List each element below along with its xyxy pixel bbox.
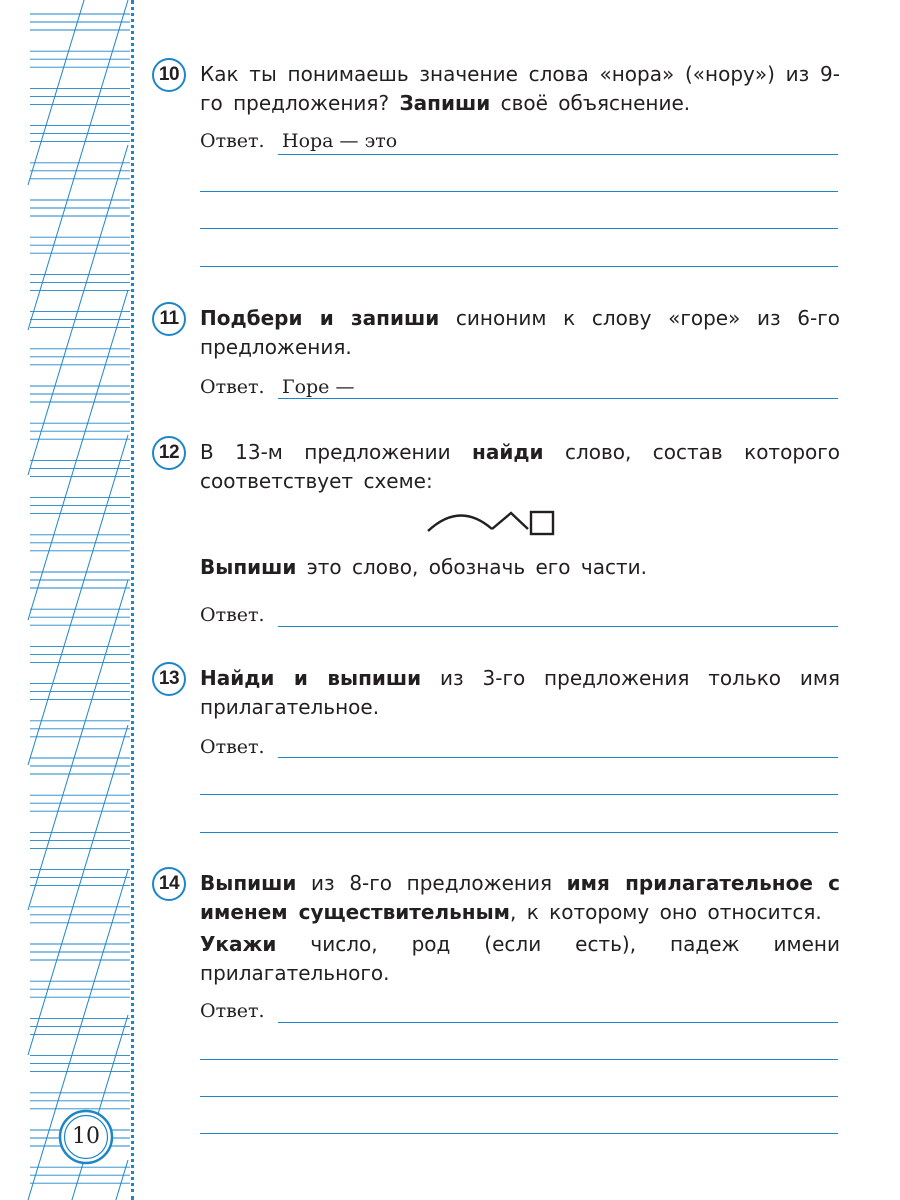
answer-line[interactable] [278, 154, 838, 155]
task-number-badge: 11 [152, 302, 186, 336]
text-run: своё объяснение. [490, 91, 691, 115]
task-11 [152, 302, 842, 402]
bold-keyword: Подбери и запиши [200, 306, 440, 330]
task-question [200, 304, 840, 362]
text-run: слово, состав которого соответствует схеме: [200, 440, 840, 493]
bold-keyword: найди [472, 440, 544, 464]
text-run: из 8-го предложения [296, 871, 567, 895]
answer-label: Ответ. [200, 130, 265, 152]
answer-label: Ответ. [200, 376, 265, 398]
slant-line [28, 145, 128, 475]
text-run: это слово, обозначь его части. [296, 555, 647, 579]
slant-line [28, 435, 128, 765]
answer-prefill: Нора — это [282, 130, 398, 152]
margin-ruling [0, 0, 132, 1200]
slant-line [28, 580, 128, 910]
bold-keyword: имя прилагательное с именем существительным [200, 871, 840, 924]
slant-line [28, 1015, 128, 1200]
slant-line [28, 0, 128, 330]
answer-line[interactable] [200, 266, 838, 267]
answer-line[interactable] [200, 1096, 838, 1097]
answer-line[interactable] [200, 1133, 838, 1134]
page-number [58, 1109, 114, 1165]
task-question [200, 60, 840, 118]
task-13 [152, 662, 842, 842]
answer-prefill: Горе — [282, 376, 355, 398]
answer-line[interactable] [278, 398, 838, 399]
answer-label: Ответ. [200, 736, 265, 758]
text-run: из 3-го предложения только имя прилагательное. [200, 666, 840, 719]
slant-line [28, 0, 128, 185]
text-run: В 13-м предложении [200, 440, 473, 464]
answer-label: Ответ. [200, 1000, 265, 1022]
text-run: число, род (если есть), падеж имени прилагательного. [200, 932, 840, 985]
answer-line[interactable] [200, 832, 838, 833]
task-question [200, 664, 840, 722]
bold-keyword: Выпиши [200, 555, 297, 579]
ending-square-icon [531, 512, 553, 534]
answer-line[interactable] [200, 794, 838, 795]
morpheme-scheme [425, 505, 560, 543]
suffix-caret-icon [492, 513, 528, 529]
task-14 [152, 867, 842, 1142]
task-question [200, 869, 840, 927]
task-number-badge: 13 [152, 662, 186, 696]
answer-line[interactable] [278, 1022, 838, 1023]
root-arc-icon [428, 515, 492, 531]
text-run: , к которому оно относится. [510, 900, 822, 924]
task-question [200, 438, 840, 496]
task-number-badge: 12 [152, 436, 186, 470]
task-10 [152, 58, 842, 273]
answer-label: Ответ. [200, 604, 265, 626]
task-instruction [200, 930, 840, 988]
answer-line[interactable] [278, 757, 838, 758]
answer-line[interactable] [200, 228, 838, 229]
answer-line[interactable] [200, 191, 838, 192]
task-number-badge: 10 [152, 58, 186, 92]
bold-keyword: Найди и выпиши [200, 666, 422, 690]
slant-line [28, 290, 128, 620]
text-run: синоним к слову «горе» из 6-го предложения. [200, 306, 840, 359]
answer-line[interactable] [278, 626, 838, 627]
bold-keyword: Укажи [200, 932, 277, 956]
bold-keyword: Запиши [399, 91, 491, 115]
task-number-badge: 14 [152, 867, 186, 901]
text-run: Как ты понимаешь значение слова «нора» («нору») из 9-го предложения? [200, 62, 840, 115]
bold-keyword: Выпиши [200, 871, 297, 895]
slant-line [28, 725, 128, 1055]
answer-line[interactable] [200, 1059, 838, 1060]
page-number-text: 10 [72, 1124, 100, 1149]
dotted-margin-border [131, 0, 134, 1200]
task-instruction [200, 553, 840, 582]
